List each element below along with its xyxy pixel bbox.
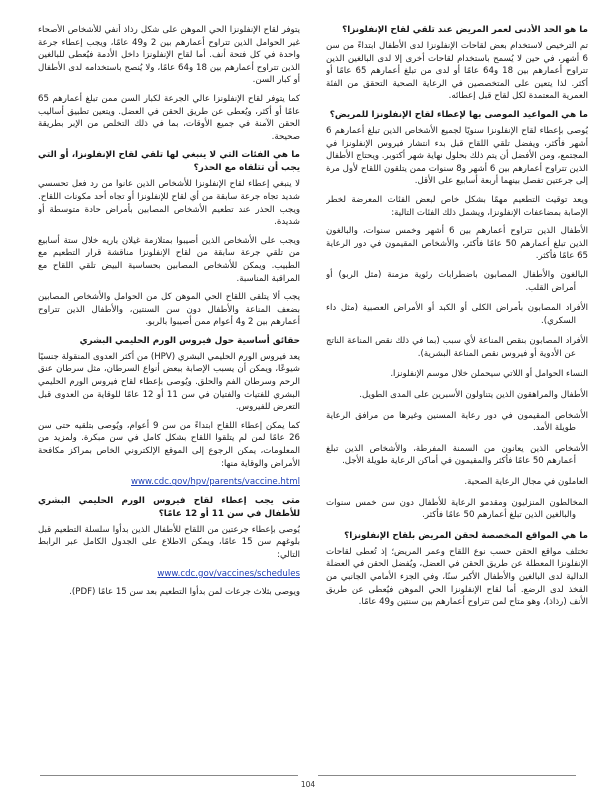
paragraph: ويوصى بثلاث جرعات لمن بدأوا التطعيم بعد سن 15 عامًا (PDF). [69, 587, 300, 598]
section-heading-schedule: ما هي المواعيد الموصى بها لإعطاء لقاح الإنفلونزا للمريض؟ [329, 109, 588, 120]
right-column [326, 24, 588, 764]
paragraph: يُوصى بإعطاء جرعتين من اللقاح للأطفال الذين بدأوا سلسلة التطعيم قبل بلوغهم سن 15 عامًا، ويمكن الاطلاع على الجدول الكامل عبر الرابط التالي: [38, 524, 300, 560]
paragraph: يعد فيروس الورم الحليمي البشري (HPV) من أكثر العدوى المنقولة جنسيًا شيوعًا، ويمكن أن يسبب الإصابة ببعض أنواع السرطان، مثل سرطان عنق الرحم وسرطان الفم والحلق. ويُوصى بإعطاء لقاح فيروس الورم الحليمي البشري للفتيات والفتيان في سن 11 أو 12 عامًا للوقاية من العدوى قبل التعرض للفيروس. [38, 351, 300, 413]
left-column [38, 24, 300, 764]
footer-rule-left [40, 775, 298, 776]
paragraph: ويجب على الأشخاص الذين أصيبوا بمتلازمة غيلان باريه خلال ستة أسابيع من تلقي جرعة سابقة من لقاح الإنفلونزا مناقشة قرار التطعيم مع الطبيب. ويمكن للأشخاص المصابين بحساسية البيض تلقي اللقاح مع المراقبة المناسبة. [38, 235, 300, 284]
list-item: الأشخاص المقيمون في دور رعاية المسنين وغيرها من مرافق الرعاية طويلة الأمد. [326, 410, 588, 434]
schedule-link[interactable]: www.cdc.gov/vaccines/schedules [157, 568, 300, 579]
paragraph: ويعد توقيت التطعيم مهمًا بشكل خاص لبعض الفئات المعرضة لخطر الإصابة بمضاعفات الإنفلونزا، ويشمل ذلك الفئات التالية: [326, 194, 588, 218]
list-item: الأشخاص الذين يعانون من السمنة المفرطة، والأشخاص الذين تبلغ أعمارهم 50 عامًا فأكثر والمقيمون في أماكن الرعاية طويلة الأجل. [326, 443, 588, 467]
section-heading-hpv-timing: متى يجب إعطاء لقاح فيروس الورم الحليمي البشري للأطفال في سن 11 أو 12 عامًا؟ [38, 495, 300, 519]
hpv-info-link[interactable]: www.cdc.gov/hpv/parents/vaccine.html [130, 477, 300, 488]
list-item: الأفراد المصابون بأمراض الكلى أو الكبد أو الأمراض العصبية (مثل داء السكري). [326, 303, 588, 326]
paragraph: تم الترخيص لاستخدام بعض لقاحات الإنفلونزا لدى الأطفال ابتداءً من سن 6 أشهر، في حين لا يُسمح باستخدام لقاحات أخرى إلا لدى البالغين الذين تتراوح أعمارهم بين 18 و64 عامًا أو لدى من تبلغ أعمارهم 65 عامًا أو أكثر. لذا يتعين على المتخصصين في الرعاية الصحية التحقق من الفئة العمرية المعتمدة لكل لقاح قبل إعطائه. [326, 41, 588, 102]
paragraph: يُوصى بإعطاء لقاح الإنفلونزا سنويًا لجميع الأشخاص الذين تبلغ أعمارهم 6 أشهر فأكثر، ويفضل تلقي اللقاح قبل بدء انتشار فيروس الإنفلونزا في المجتمع، ومن الأفضل أن يتم ذلك بحلول نهاية شهر أكتوبر. ويحتاج الأطفال الذين تتراوح أعمارهم بين 6 أشهر و8 سنوات ممن يتلقون اللقاح لأول مرة إلى جرعتين تفصل بينهما أربعة أسابيع على الأقل. [326, 125, 588, 187]
paragraph: يجب ألا يتلقى اللقاح الحي الموهن كل من الحوامل والأشخاص المصابين بضعف المناعة والأطفال دون سن السنتين، والأطفال الذين تتراوح أعمارهم بين 2 و4 أعوام ممن أصيبوا بالربو. [38, 292, 300, 328]
list-item: الأفراد المصابون بنقص المناعة لأي سبب (بما في ذلك نقص المناعة الناتج عن الأدوية أو فيروس نقص المناعة البشرية). [326, 336, 588, 359]
list-item: المخالطون المنزليون ومقدمو الرعاية للأطفال دون سن خمس سنوات والبالغين الذين تبلغ أعمارهم 50 عامًا فأكثر. [326, 497, 588, 521]
section-heading-hpv-facts: حقائق أساسية حول فيروس الورم الحليمي البشري [79, 335, 300, 346]
paragraph: كما يمكن إعطاء اللقاح ابتداءً من سن 9 أعوام، ويُوصى بتلقيه حتى سن 26 عامًا لمن لم يتلقوا اللقاح بشكل كامل في سن مبكرة. ولمزيد من المعلومات، يمكن الرجوع إلى الموقع الإلكتروني الخاص بمراكز مكافحة الأمراض والوقاية منها: [38, 420, 300, 469]
section-heading-injection-sites: ما هي المواقع المخصصة لحقن المريض بلقاح الإنفلونزا؟ [344, 530, 588, 541]
schedule-link-row [38, 568, 300, 581]
section-heading-contraindications: ما هي الفئات التي لا ينبغي لها تلقي لقاح الإنفلونزا، أو التي يجب أن تتلقاه مع الحذر؟ [38, 150, 300, 174]
list-item: الأطفال والمراهقون الذين يتناولون الأسبرين على المدى الطويل. [359, 390, 588, 401]
paragraph: تختلف مواقع الحقن حسب نوع اللقاح وعمر المريض؛ إذ تُعطى لقاحات الإنفلونزا المعطلة عن طريق الحقن في العضل، ويُفضل الحقن في العضلة الدالية لدى البالغين والأطفال الأكبر سنًا، وفي الجزء الأمامي الجانبي من الفخذ لدى الرضع. أما لقاح الإنفلونزا الحي الموهن فيُعطى عن طريق الأنف (رذاذ)، وهو متاح لمن تتراوح أعمارهم بين سنتين و49 عامًا. [326, 546, 588, 608]
hpv-info-link-row [38, 476, 300, 489]
list-item: النساء الحوامل أو اللاتي سيحملن خلال موسم الإنفلونزا. [390, 369, 588, 380]
list-item: العاملون في مجال الرعاية الصحية. [464, 477, 588, 488]
paragraph: كما يتوفر لقاح الإنفلونزا عالي الجرعة لكبار السن ممن تبلغ أعمارهم 65 عامًا أو أكثر، ويُعطى عن طريق الحقن في العضل. ويتعين تطبيق أساليب الحقن الآمنة في جميع الأوقات، بما في ذلك التخلص من الإبر بطريقة صحيحة. [38, 93, 300, 142]
list-item: البالغون والأطفال المصابون باضطرابات رئوية مزمنة (مثل الربو) أو أمراض القلب. [326, 269, 588, 293]
paragraph: الأطفال الذين تتراوح أعمارهم بين 6 أشهر وخمس سنوات، والبالغون الذين تبلغ أعمارهم 50 عامًا فأكثر، والأشخاص المقيمون في دور الرعاية 65 عامًا فأكثر. [326, 226, 588, 262]
page-number: 104 [300, 780, 316, 789]
paragraph: لا ينبغي إعطاء لقاح الإنفلونزا للأشخاص الذين عانوا من رد فعل تحسسي شديد تجاه جرعة سابقة من أي لقاح للإنفلونزا أو تجاه أحد مكونات اللقاح. ويجب الحذر عند تطعيم الأشخاص المصابين بأمراض حادة متوسطة أو شديدة. [38, 179, 300, 228]
section-heading-min-age: ما هو الحد الأدنى لعمر المريض عند تلقي لقاح الإنفلونزا؟ [342, 25, 588, 35]
paragraph: يتوفر لقاح الإنفلونزا الحي الموهن على شكل رذاذ أنفي للأشخاص الأصحاء غير الحوامل الذين تتراوح أعمارهم بين 2 و49 عامًا، ويجب إعطاء جرعة واحدة في كل فتحة أنف. أما لقاح الإنفلونزا داخل الأدمة فيُعطى للبالغين الذين تتراوح أعمارهم بين 18 و64 عامًا، ولا يُنصح باستخدامه لدى الأطفال أو كبار السن. [38, 25, 300, 86]
footer-rule-right [318, 775, 576, 776]
